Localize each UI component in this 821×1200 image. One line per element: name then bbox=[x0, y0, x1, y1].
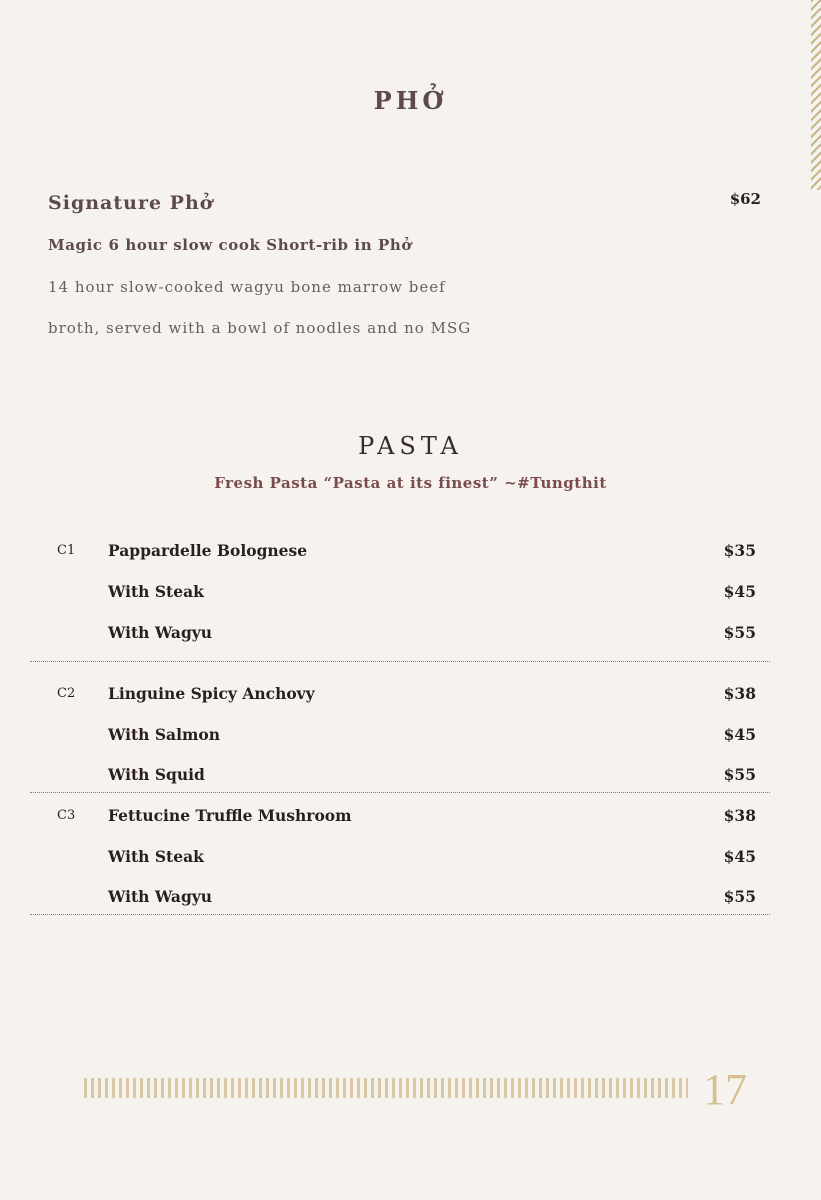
item-price: $38 bbox=[723, 684, 756, 703]
menu-row bbox=[0, 765, 821, 789]
menu-row bbox=[0, 541, 821, 565]
signature-pho-description-line: 14 hour slow-cooked wagyu bone marrow beef bbox=[48, 278, 446, 296]
item-name: Pappardelle Bolognese bbox=[108, 541, 308, 560]
item-name: With Wagyu bbox=[108, 887, 213, 906]
pho-section-title: PHỞ bbox=[373, 86, 448, 115]
menu-row bbox=[0, 806, 821, 830]
signature-pho-subtitle: Magic 6 hour slow cook Short-rib in Phở bbox=[48, 236, 413, 254]
menu-row bbox=[0, 684, 821, 708]
menu-row bbox=[0, 725, 821, 749]
item-price: $38 bbox=[723, 806, 756, 825]
item-price: $55 bbox=[723, 887, 756, 906]
item-name: With Steak bbox=[108, 847, 204, 866]
item-name: With Wagyu bbox=[108, 623, 213, 642]
item-code: C1 bbox=[57, 543, 76, 558]
signature-pho-price: $62 bbox=[729, 190, 761, 208]
item-code: C2 bbox=[57, 686, 76, 701]
pasta-section-subtitle: Fresh Pasta “Pasta at its finest” ~#Tungthit bbox=[214, 474, 607, 492]
signature-pho-description-line: broth, served with a bowl of noodles and no MSG bbox=[48, 319, 472, 337]
item-price: $45 bbox=[723, 725, 756, 744]
item-name: Fettucine Truffle Mushroom bbox=[108, 806, 352, 825]
menu-row bbox=[0, 887, 821, 911]
dotted-divider bbox=[30, 661, 770, 662]
item-name: With Squid bbox=[108, 765, 205, 784]
signature-pho-name: Signature Phở bbox=[48, 192, 214, 214]
item-price: $45 bbox=[723, 847, 756, 866]
menu-row bbox=[0, 582, 821, 606]
menu-row bbox=[0, 847, 821, 871]
dotted-divider bbox=[30, 914, 770, 915]
item-name: With Steak bbox=[108, 582, 204, 601]
item-name: With Salmon bbox=[108, 725, 220, 744]
item-price: $55 bbox=[723, 623, 756, 642]
page-number: 17 bbox=[703, 1065, 747, 1114]
item-price: $45 bbox=[723, 582, 756, 601]
menu-row bbox=[0, 623, 821, 647]
footer-decorative-bar bbox=[84, 1078, 688, 1098]
item-price: $35 bbox=[723, 541, 756, 560]
dotted-divider bbox=[30, 792, 770, 793]
item-name: Linguine Spicy Anchovy bbox=[108, 684, 315, 703]
item-price: $55 bbox=[723, 765, 756, 784]
pasta-section-title: PASTA bbox=[358, 432, 463, 460]
item-code: C3 bbox=[57, 808, 76, 823]
